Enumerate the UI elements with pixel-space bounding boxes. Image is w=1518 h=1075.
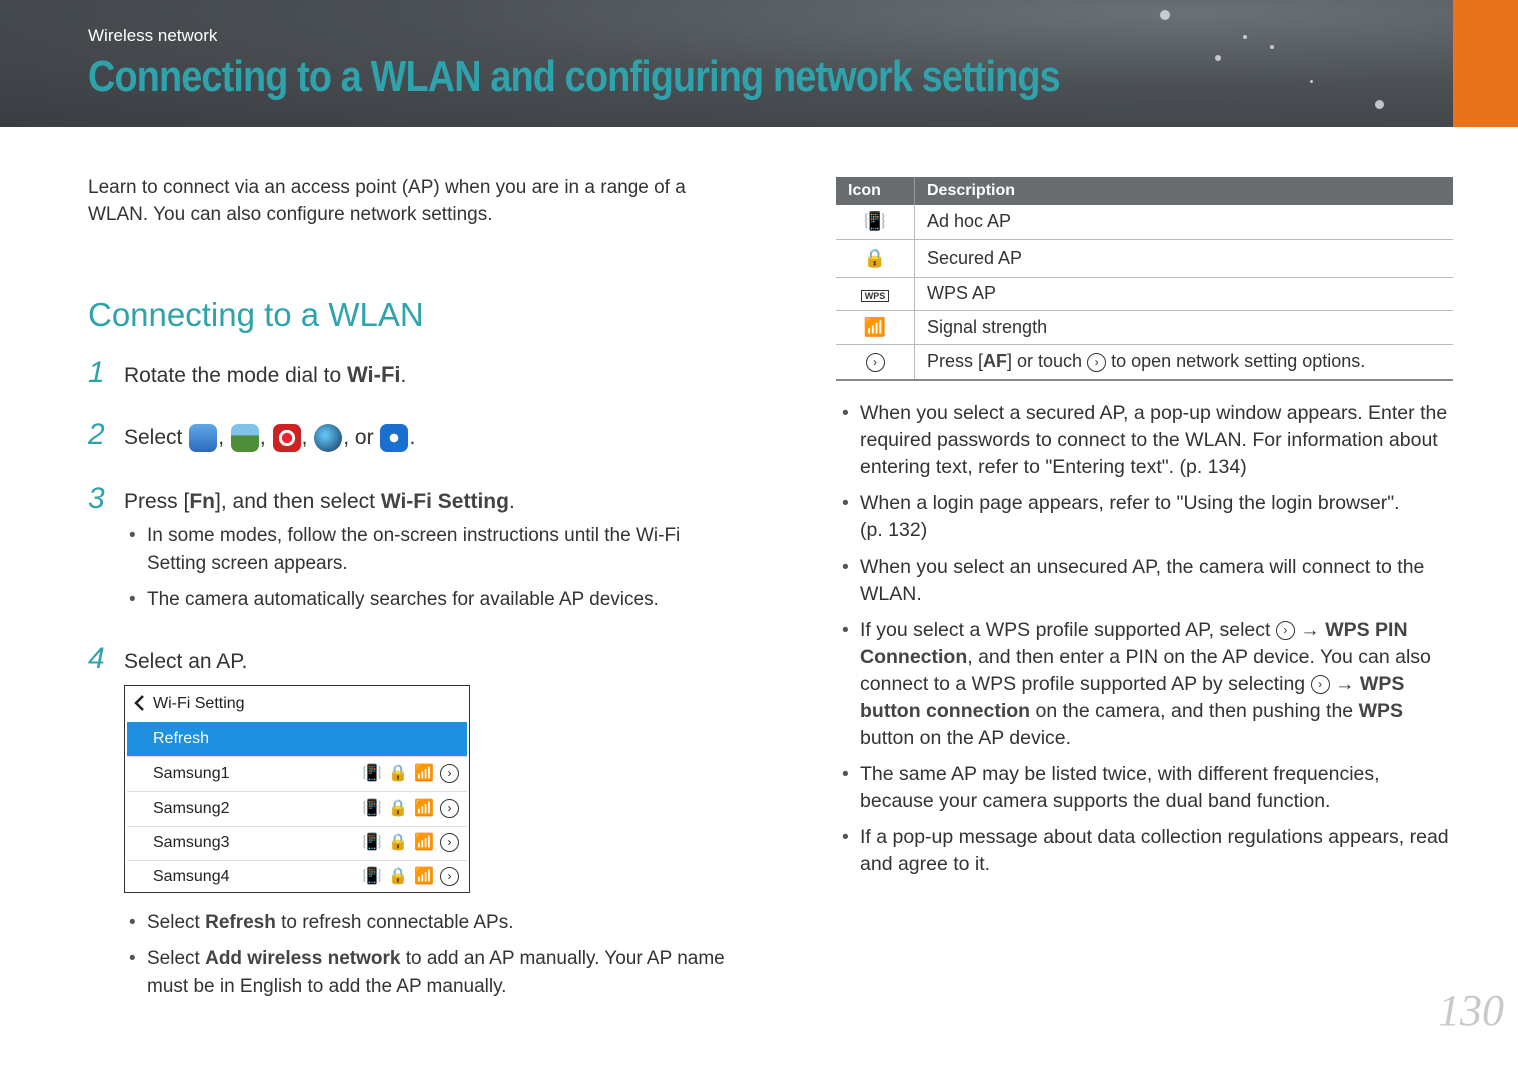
signal-icon: 📶 [414, 834, 434, 851]
lock-icon: 🔒 [836, 239, 915, 277]
page-header [0, 0, 1518, 127]
note-data-collection: • If a pop-up message about data collection regulations appears, read and agree to it. [860, 824, 1450, 878]
wps-icon: WPS [836, 277, 915, 310]
step3-bullet-2: • The camera automatically searches for available AP devices. [147, 586, 727, 614]
wifi-setting-screen [124, 685, 470, 893]
signal-icon: 📶 [414, 800, 434, 817]
signal-icon: 📶 [414, 765, 434, 782]
or-text: or [354, 426, 374, 449]
remote-viewfinder-icon [380, 424, 408, 452]
orange-tab [1453, 0, 1518, 127]
refresh-label: Refresh [153, 730, 210, 747]
options-icon: › [1276, 621, 1295, 640]
wifi-mode-symbol: Wi-Fi [346, 362, 401, 387]
section-label: Wireless network [88, 26, 218, 45]
table-cell: Press [AF] or touch › to open network setting options. [915, 344, 1454, 380]
ap-row[interactable] [127, 792, 467, 827]
ap-name: Samsung3 [153, 834, 230, 851]
options-icon[interactable]: › [440, 799, 459, 818]
lock-icon: 🔒 [388, 765, 409, 782]
signal-icon: 📶 [414, 868, 434, 885]
ap-name: Samsung2 [153, 800, 230, 817]
note-secured-ap: • When you select a secured AP, a pop-up window appears. Enter the required passwords to connect to the WLAN. For information about entering text, refer to "Entering text". (p. 134) [860, 400, 1450, 481]
signal-icon: 📶 [836, 310, 915, 344]
note-refresh: • Select Refresh to refresh connectable APs. [147, 909, 737, 937]
lock-icon: 🔒 [388, 834, 409, 851]
step-text: Select an AP. [124, 650, 248, 673]
options-icon: › [1087, 353, 1106, 372]
adhoc-icon: 📳 [836, 205, 915, 239]
options-icon: › [1311, 675, 1330, 694]
ap-name: Samsung1 [153, 765, 230, 782]
options-icon[interactable]: › [440, 867, 459, 886]
ap-name: Samsung4 [153, 868, 230, 885]
autobackup-icon [273, 424, 301, 452]
step3-bullet-1: • In some modes, follow the on-screen instructions until the Wi-Fi Setting screen appears. [147, 522, 727, 578]
step-text: Select [124, 426, 183, 449]
table-header-icon: Icon [836, 177, 915, 205]
step-number: 4 [88, 642, 105, 675]
adhoc-icon: 📳 [362, 868, 383, 885]
table-cell: Secured AP [915, 239, 1454, 277]
adhoc-icon: 📳 [362, 834, 383, 851]
note-dual-band: • The same AP may be listed twice, with different frequencies, because your camera supports the dual band function. [860, 761, 1450, 815]
refresh-row[interactable] [127, 722, 467, 757]
note-unsecured-ap: • When you select an unsecured AP, the camera will connect to the WLAN. [860, 554, 1450, 608]
ap-row[interactable] [127, 860, 467, 894]
ap-row[interactable] [127, 757, 467, 792]
wifi-setting-label: Wi-Fi Setting [380, 490, 509, 513]
note-wps: • If you select a WPS profile supported AP, select › → WPS PIN Connection, and then enter a PIN on the AP device. You can also connect to a WPS profile supported AP by selecting › → WPS button connection on the camera, and then pushing the WPS button on the AP device. [860, 617, 1450, 752]
intro-text: Learn to connect via an access point (AP) when you are in a range of a WLAN. You can also configure network settings. [88, 177, 686, 225]
step-text: ], and then select [215, 490, 375, 513]
table-cell: Signal strength [915, 310, 1454, 344]
ap-row[interactable] [127, 826, 467, 861]
icon-table [836, 177, 1453, 381]
globe-icon [314, 424, 342, 452]
step-number: 1 [88, 356, 105, 389]
fn-key: Fn [189, 490, 216, 513]
step-2: 2 Select , , , , or . [88, 418, 416, 451]
table-cell: WPS AP [915, 277, 1454, 310]
step-number: 2 [88, 418, 105, 451]
social-share-icon [189, 424, 217, 452]
table-header-description: Description [915, 177, 1454, 205]
screen-title: Wi-Fi Setting [153, 695, 245, 712]
page-number: 130 [1438, 986, 1504, 1035]
step-3: 3 Press [Fn], and then select Wi-Fi Setting. [88, 482, 515, 515]
step-number: 3 [88, 482, 105, 515]
step-text: Rotate the mode dial to [124, 364, 342, 387]
adhoc-icon: 📳 [362, 765, 383, 782]
adhoc-icon: 📳 [362, 800, 383, 817]
email-icon [231, 424, 259, 452]
lock-icon: 🔒 [388, 868, 409, 885]
options-icon: › [836, 344, 915, 380]
page-title: Connecting to a WLAN and configuring network settings [88, 52, 1060, 101]
options-icon[interactable]: › [440, 764, 459, 783]
table-cell: Ad hoc AP [915, 205, 1454, 239]
back-icon[interactable] [133, 694, 145, 717]
lock-icon: 🔒 [388, 800, 409, 817]
section-title: Connecting to a WLAN [88, 296, 424, 333]
note-login-page: • When a login page appears, refer to "Using the login browser". (p. 132) [860, 490, 1420, 544]
step-text: Press [ [124, 490, 190, 513]
step-4 [88, 642, 247, 676]
note-add-network: • Select Add wireless network to add an AP manually. Your AP name must be in English to add the AP manually. [147, 945, 747, 1001]
step-1: 1 Rotate the mode dial to Wi-Fi. [88, 356, 407, 389]
options-icon[interactable]: › [440, 833, 459, 852]
